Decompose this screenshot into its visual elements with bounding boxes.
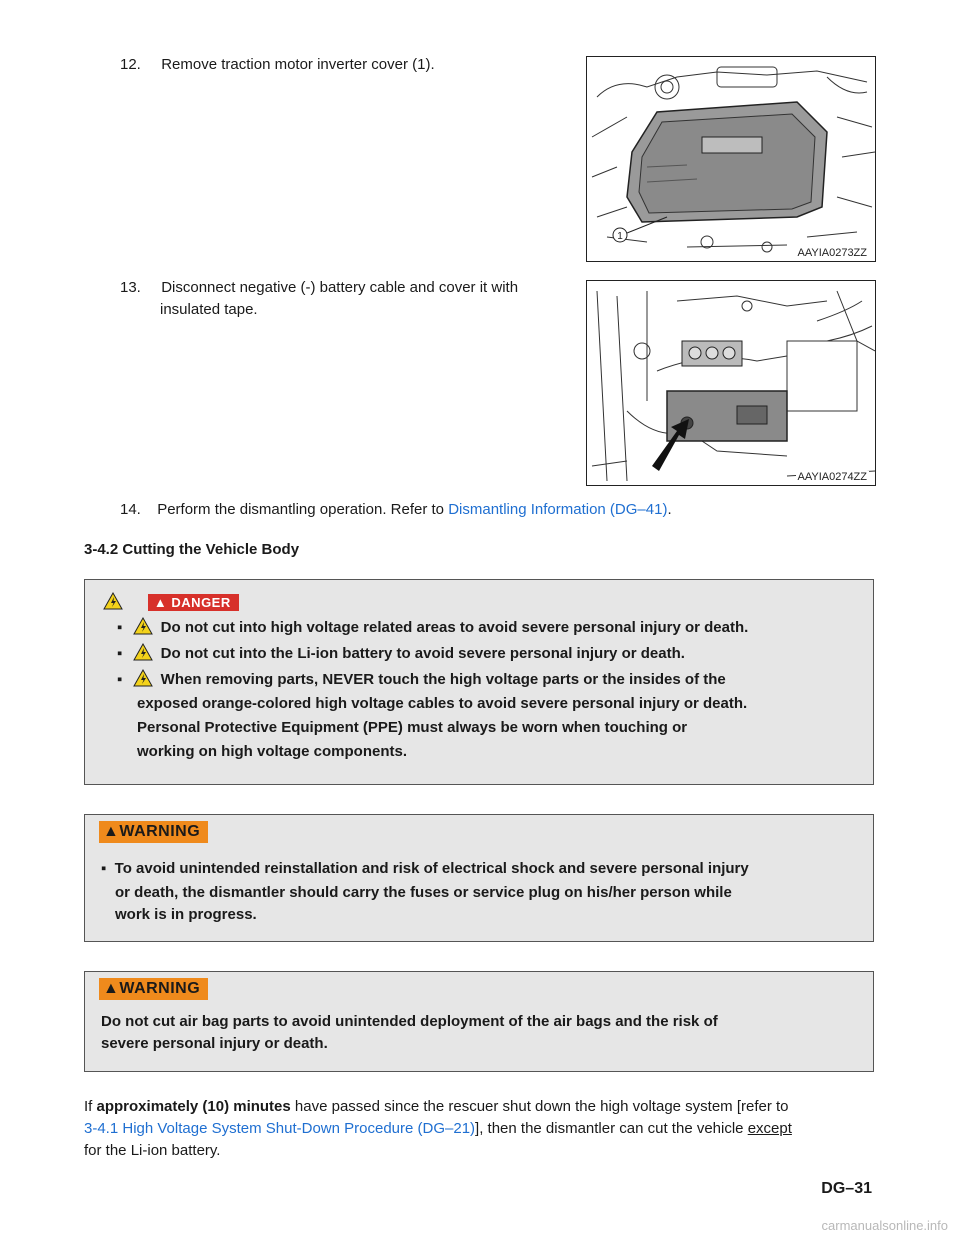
high-voltage-icon: [133, 617, 153, 635]
closing-text: ], then the dismantler can cut the vehicle: [475, 1120, 748, 1137]
warning-label: WARNING: [119, 823, 201, 840]
step-text-line1: Disconnect negative (-) battery cable and cover it with: [161, 279, 519, 296]
callout-1: [613, 217, 667, 242]
step-number: 13.: [120, 279, 141, 296]
figure-code: AAYIA0274ZZ: [797, 471, 867, 483]
warning-text: To avoid unintended reinstallation and risk of electrical shock and severe personal injury: [114, 860, 749, 877]
step-12: [120, 54, 435, 76]
bullet-icon: ▪: [117, 671, 123, 688]
step-text: Perform the dismantling operation. Refer to: [157, 501, 449, 518]
watermark: carmanualsonline.info: [821, 1218, 948, 1233]
warning-label: WARNING: [119, 980, 201, 997]
battery-cable-illustration: [587, 281, 875, 485]
warning-badge: [99, 821, 208, 843]
closing-text: If: [84, 1098, 97, 1115]
danger-text: Do not cut into high voltage related areas to avoid severe personal injury or death.: [160, 619, 749, 636]
warning-box-fuses: [84, 814, 874, 942]
warning-badge: [99, 978, 208, 1000]
dismantling-info-link[interactable]: Dismantling Information (DG–41): [448, 501, 668, 518]
figure-code: AAYIA0273ZZ: [797, 247, 867, 259]
danger-text: Do not cut into the Li-ion battery to avoid severe personal injury or death.: [160, 645, 685, 662]
danger-header: [103, 592, 239, 612]
closing-line-2: [84, 1118, 884, 1140]
step-13: [120, 277, 570, 321]
warning-triangle-icon: ▲: [103, 823, 120, 840]
danger-label: DANGER: [171, 595, 231, 610]
section-title: 3-4.2 Cutting the Vehicle Body: [84, 541, 300, 558]
danger-bullet-3-cont-3: working on high voltage components.: [137, 743, 408, 760]
warning-box-airbag: [84, 971, 874, 1072]
high-voltage-icon: [133, 643, 153, 661]
step-14: [120, 499, 672, 521]
step-number: 12.: [120, 56, 141, 73]
bullet-icon: ▪: [117, 619, 123, 636]
warning-triangle-icon: ▲: [103, 980, 120, 997]
warning-line-2: severe personal injury or death.: [101, 1035, 328, 1052]
step-text-line2: insulated tape.: [160, 301, 258, 318]
page-number: DG–31: [821, 1180, 872, 1197]
closing-bold: approximately (10) minutes: [96, 1098, 291, 1115]
figure-battery-cable: [586, 280, 876, 486]
danger-bullet-3: [117, 668, 726, 692]
danger-bullet-1: [117, 616, 748, 640]
closing-line-1: [84, 1096, 884, 1118]
step-number: 14.: [120, 501, 141, 518]
warning-line-3: work is in progress.: [115, 906, 257, 923]
closing-underline: except: [747, 1120, 792, 1137]
closing-paragraph: [84, 1096, 884, 1162]
high-voltage-icon: [133, 669, 153, 687]
warning-line-1: [101, 857, 749, 881]
closing-text: have passed since the rescuer shut down the high voltage system [refer to: [290, 1098, 789, 1115]
danger-text: When removing parts, NEVER touch the high voltage parts or the insides of the: [160, 671, 726, 688]
high-voltage-icon: [103, 592, 123, 610]
closing-line-3: for the Li-ion battery.: [84, 1142, 221, 1159]
warning-triangle-icon: ▲: [153, 595, 168, 610]
danger-box: [84, 579, 874, 785]
inverter-cover-illustration: [587, 57, 875, 261]
warning-header: [99, 821, 208, 843]
warning-line-1: Do not cut air bag parts to avoid unintended deployment of the air bags and the risk of: [101, 1013, 718, 1030]
warning-line-2: or death, the dismantler should carry the fuses or service plug on his/her person while: [115, 884, 732, 901]
danger-bullet-3-cont-2: Personal Protective Equipment (PPE) must always be worn when touching or: [137, 719, 688, 736]
callout-number: 1: [617, 231, 623, 242]
danger-bullet-3-cont-1: exposed orange-colored high voltage cables to avoid severe personal injury or death.: [137, 695, 748, 712]
figure-inverter-cover: [586, 56, 876, 262]
shutdown-procedure-link[interactable]: 3-4.1 High Voltage System Shut-Down Procedure (DG–21): [84, 1120, 476, 1137]
step-text-end: .: [667, 501, 672, 518]
warning-header: [99, 978, 208, 1000]
step-text: Remove traction motor inverter cover (1).: [161, 56, 435, 73]
danger-bullet-2: [117, 642, 685, 666]
danger-badge: [148, 594, 239, 611]
bullet-icon: ▪: [117, 645, 123, 662]
bullet-icon: ▪: [101, 860, 107, 877]
